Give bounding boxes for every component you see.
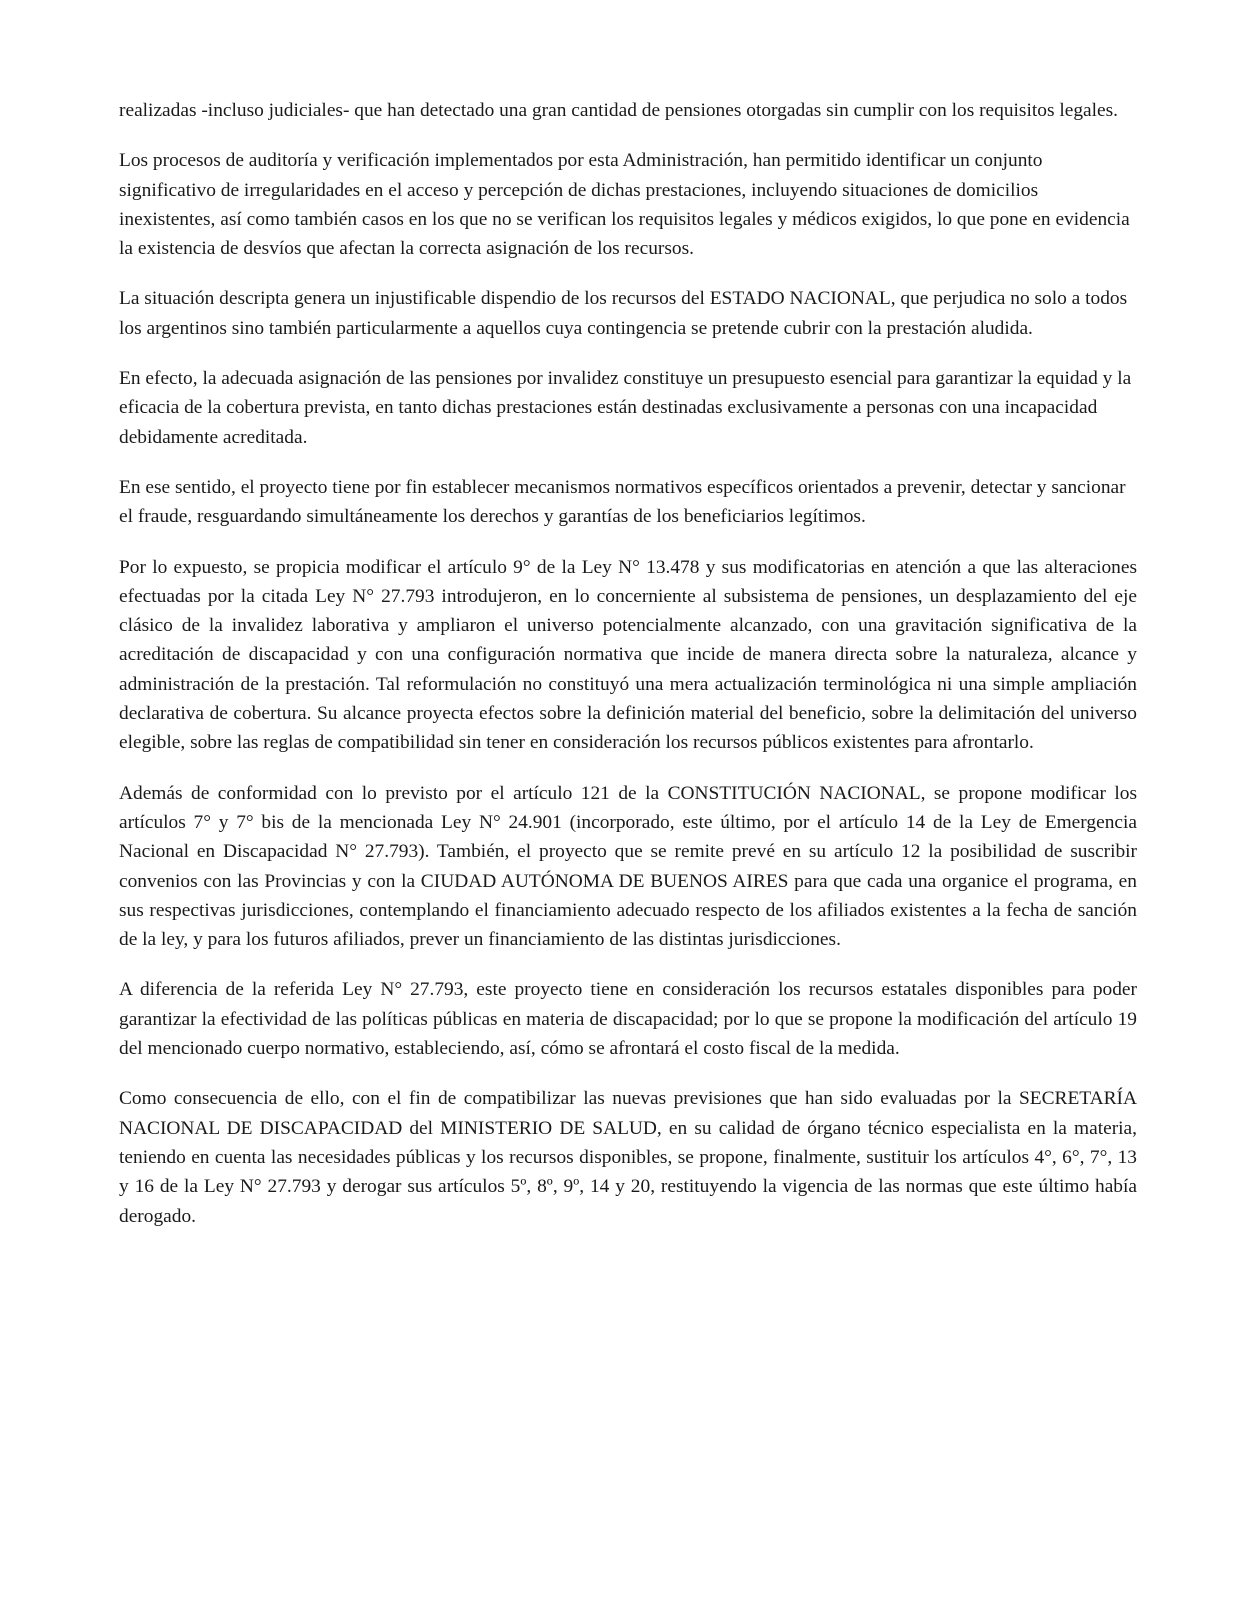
paragraph-mecanismos-fraude: En ese sentido, el proyecto tiene por fin establecer mecanismos normativos específicos orientados a prevenir, detectar y sancionar el fraude, resguardando simultáneamente los derechos y garantías de los beneficiarios legítimos.: [119, 476, 1126, 528]
paragraph-asignacion-pensiones: En efecto, la adecuada asignación de las pensiones por invalidez constituye un presupuesto esencial para garantizar la equidad y la eficacia de la cobertura prevista, en tanto dichas prestaciones están destinadas exclusivamente a personas con una incapacidad debidamente acreditada.: [119, 368, 1132, 448]
paragraph-auditoria: Los procesos de auditoría y verificación implementados por esta Administración, han permitido identificar un conjunto significativo de irregularidades en el acceso y percepción de dichas prestaciones, incluyendo situaciones de domicilios inexistentes, así como también casos en los que no se verifican los requisitos legales y médicos exigidos, lo que pone en evidencia la existencia de desvíos que afectan la correcta asignación de los recursos.: [119, 150, 1130, 260]
paragraph-pensiones-irregulares: realizadas -incluso judiciales- que han detectado una gran cantidad de pensiones otorgadas sin cumplir con los requisitos legales.: [119, 100, 1119, 121]
document-page: [119, 96, 1137, 1252]
paragraph-dispendio-recursos: La situación descripta genera un injustificable dispendio de los recursos del ESTADO NACIONAL, que perjudica no solo a todos los argentinos sino también particularmente a aquellos cuya contingencia se pretende cubrir con la prestación aludida.: [119, 288, 1128, 339]
paragraph-costo-fiscal: A diferencia de la referida Ley N° 27.793, este proyecto tiene en consideración los recursos estatales disponibles para poder garantizar la efectividad de las políticas públicas en materia de discapacidad; por lo que se propone la modificación del artículo 19 del mencionado cuerpo normativo, estableciendo, así, cómo se afrontará el costo fiscal de la medida.: [119, 979, 1137, 1060]
paragraph-modificacion-ley-13478: Por lo expuesto, se propicia modificar el artículo 9° de la Ley N° 13.478 y sus modificatorias en atención a que las alteraciones efectuadas por la citada Ley N° 27.793 introdujeron, en lo concerniente al subsistema de pensiones, un desplazamiento del eje clásico de la invalidez laborativa y ampliaron el universo potencialmente alcanzado, con una gravitación significativa de la acreditación de discapacidad y con una configuración normativa que incide de manera directa sobre la naturaleza, alcance y administración de la prestación. Tal reformulación no constituyó una mera actualización terminológica ni una simple ampliación declarativa de cobertura. Su alcance proyecta efectos sobre la definición material del beneficio, sobre la delimitación del universo elegible, sobre las reglas de compatibilidad sin tener en consideración los recursos públicos existentes para afrontarlo.: [119, 556, 1137, 754]
paragraph-constitucion-nacional: Además de conformidad con lo previsto por el artículo 121 de la CONSTITUCIÓN NACIONAL, se propone modificar los artículos 7° y 7° bis de la mencionada Ley N° 24.901 (incorporado, este último, por el artículo 14 de la Ley de Emergencia Nacional en Discapacidad N° 27.793). También, el proyecto que se remite prevé en su artículo 12 la posibilidad de suscribir convenios con las Provincias y con la CIUDAD AUTÓNOMA DE BUENOS AIRES para que cada una organice el programa, en sus respectivas jurisdicciones, contemplando el financiamiento adecuado respecto de los afiliados existentes a la fecha de sanción de la ley, y para los futuros afiliados, prever un financiamiento de las distintas jurisdicciones.: [119, 782, 1137, 951]
paragraph-conclusion: Como consecuencia de ello, con el fin de compatibilizar las nuevas previsiones que han sido evaluadas por la SECRETARÍA NACIONAL DE DISCAPACIDAD del MINISTERIO DE SALUD, en su calidad de órgano técnico especialista en la materia, teniendo en cuenta las necesidades públicas y los recursos disponibles, se propone, finalmente, sustituir los artículos 4°, 6°, 7°, 13 y 16 de la Ley N° 27.793 y derogar sus artículos 5º, 8º, 9º, 14 y 20, restituyendo la vigencia de las normas que este último había derogado.: [119, 1088, 1137, 1227]
